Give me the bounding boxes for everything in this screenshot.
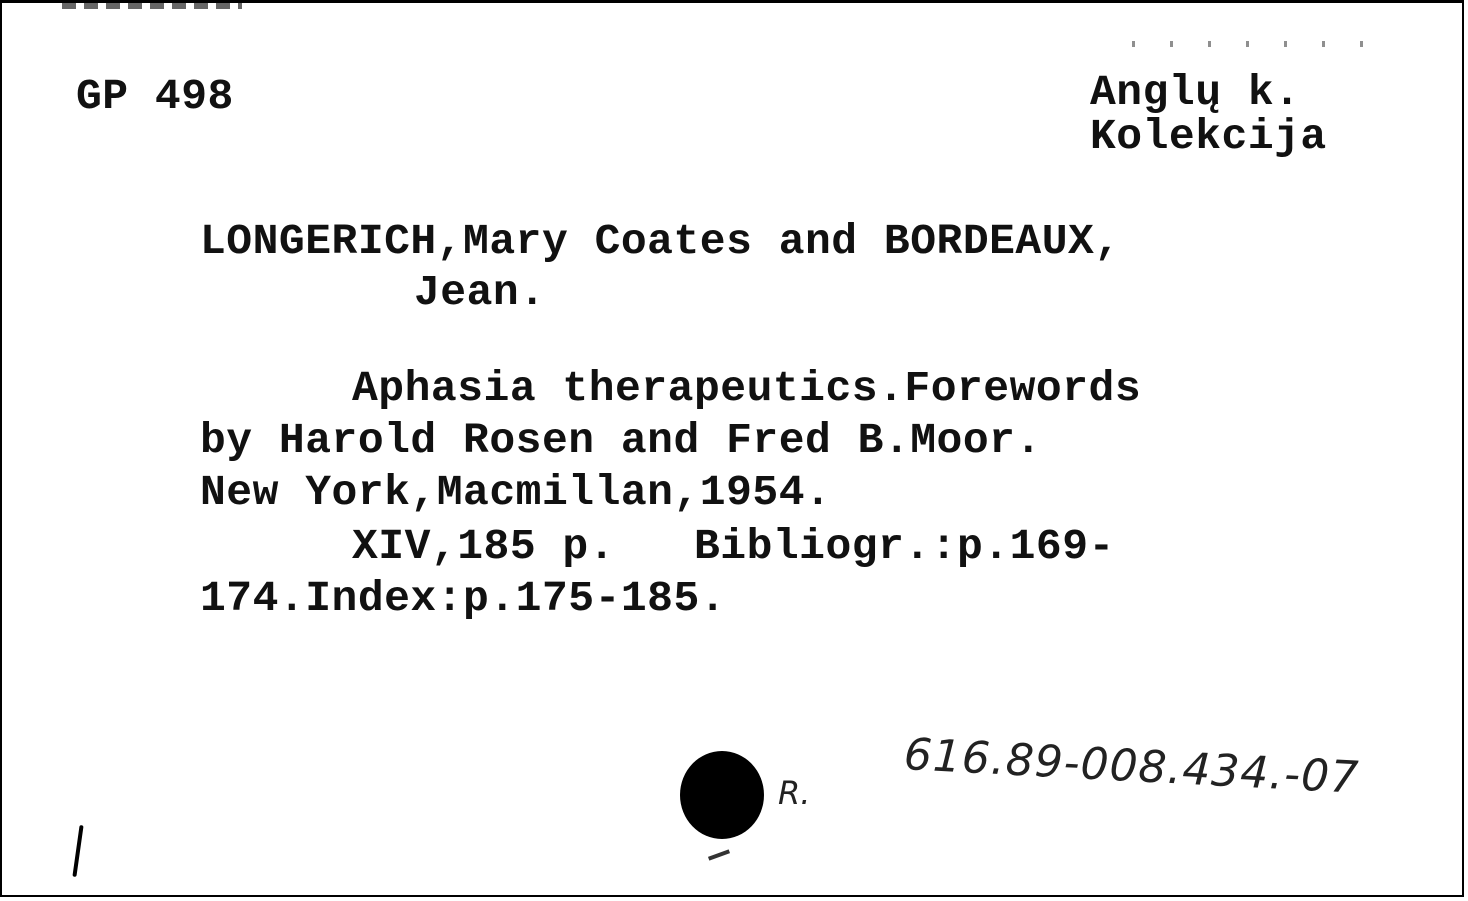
call-number: GP 498 [76, 72, 234, 121]
title-line-1: Aphasia therapeutics.Forewords [352, 364, 1142, 413]
collection-line-1: Anglų k. [1090, 68, 1301, 117]
title-line-2: by Harold Rosen and Fred B.Moor. [200, 416, 1042, 465]
author-line-2: Jean. [414, 268, 546, 317]
collation-line-2: 174.Index:p.175-185. [200, 574, 727, 623]
top-edge-mark [62, 3, 242, 9]
handwritten-r-mark: R. [778, 774, 811, 812]
collation-line-1: XIV,185 p. Bibliogr.:p.169- [352, 522, 1115, 571]
punch-hole [680, 751, 764, 839]
top-right-speckles [1132, 41, 1372, 47]
ink-dash [708, 849, 730, 860]
collection-line-2: Kolekcija [1090, 112, 1327, 161]
handwritten-tick-mark [72, 825, 83, 877]
handwritten-classification: 616.89-008.434.-07 [902, 729, 1361, 804]
title-line-3: New York,Macmillan,1954. [200, 468, 832, 517]
author-line-1: LONGERICH,Mary Coates and BORDEAUX, [200, 217, 1121, 266]
